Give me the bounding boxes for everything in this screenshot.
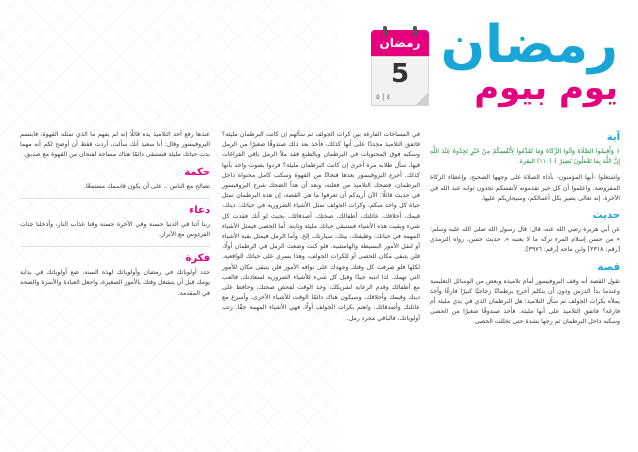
section-title-hadith: حديث <box>592 210 620 222</box>
section-title-dua: دعاء <box>189 204 210 216</box>
calendar-header: رمضان <box>371 30 429 56</box>
aya-explanation: واشتغلوا -أيها المؤمنون- بأداء الصلاة على وجهها الصحيح، وإعطاء الزكاة المفروضة، واعلموا أن كل خير تقدمونه لأنفسكم تجدون ثوابه عند الله في الآخرة. إنه تعالى بصير بكل أعمالكم، وسيجازيكم عليها. <box>430 174 620 202</box>
calendar-ring <box>413 26 417 36</box>
brand-title: رمضان <box>440 15 618 75</box>
hadith-text: عن أبي هريرة رضي الله عنه، قال: قال رسول الله صلى الله عليه وسلم: « من حسن إسلام المرء تركه ما لا يعنيه ». حديث حسن، رواه الترمذي [رقم: ٢٣١٨] وابن ماجه [رقم: ٣٩٧٦]. <box>430 226 620 254</box>
brand-logo <box>440 15 618 113</box>
aya-text: ﴿ وَأَقِيمُوا الصَّلَاةَ وَآتُوا الزَّكَاةَ وَمَا تُقَدِّمُوا لِأَنْفُسِكُمْ مِنْ خَيْرٍ تَجِدُوهُ عِنْدَ اللَّهِ إِنَّ اللَّهَ بِمَا تَعْمَلُونَ بَصِيرٌ ﴾ (١١٠) البقرة. <box>430 148 620 166</box>
middle-column <box>222 130 420 330</box>
right-column <box>430 130 620 334</box>
hikma-text: تصالح مع الناس .. على أن يكون قاسمك مستمعًا. <box>83 182 210 190</box>
calendar-ring <box>383 26 387 36</box>
section-title-fikra: فكرة <box>185 253 210 265</box>
left-column <box>20 130 210 305</box>
calendar-footer: ٤ | ٥ <box>376 93 391 101</box>
calendar-body <box>371 56 429 106</box>
calendar-icon <box>371 30 429 106</box>
page-curl <box>416 93 428 105</box>
section-title-aya: آية <box>606 132 620 143</box>
divider <box>20 198 210 199</box>
dua-text: ربنا آتنا في الدنيا حسنة وفي الآخرة حسنة وقنا عذاب النار، وأدخلنا جنات الفردوس مع الأبرار. <box>20 220 210 239</box>
section-title-hikma: حكمة <box>184 166 210 178</box>
divider <box>20 246 210 247</box>
story-ending-text: عندها رفع أحد التلاميذ يده قائلًا إنه لم يفهم ما الذي تمثله القهوة، فابتسم البروفيسور وقال: أنا سعيد أنك سألت، أردت فقط أن أوضح لكم أنه مهما بدت حياتك مليئة فستبقى دائمًا هناك مساحة لفنجان من القهوة مع صديق. <box>20 131 210 159</box>
brand-subtitle: يوم بيوم <box>474 68 618 108</box>
fikra-text: حدد أولوياتك في رمضان وأولوياتك لهذه السنة، ضع أولوياتك في بداية يومك قبل أن ينشغل وقتك بالأمور الصغيرة، واجعل العبادة والأسرة والصحة في المقدمة. <box>20 269 210 297</box>
story-continued-text: في المساحات الفارغة بين كرات الجولف ثم سألهم إن كانت البرطمان مليئة؟ فاتفق التلاميذ مجددًا على أنها كذلك، فأخذ بعد ذلك صندوقًا صغيرًا من الرمل وسكبه فوق المحتويات في البرطمان وبالطبع فقد ملأ الرمل باقي الفراغات فيها، سأل طلابه مرة أخرى إن كانت البرطمان مليئة؟ فردوا بصوت واحد بأنها كذلك. أخرج البروفيسور بعدها فنجانًا من القهوة وسكب كامل محتواه داخل البرطمان، فضحك التلاميذ من فعلته، وبعد أن هدأ الضحك شرح البروفيسور في حديث قائلًا: الآن أريدكم أن تعرفوا ما هي القصة، إن هذه البرطمان تمثل حياة كل واحد منكم، وكرات الجولف تمثل الأشياء الضرورية في حياتك: دينك، قيمك، أخلاقك، عائلتك، أطفالك، صحتك، أصدقائك، بحيث لو أنك فقدت كل شيء وبقيت هذه الأشياء فستبقى حياتك مليئة وثابتة. أما الحصى فيمثل الأشياء المهمة في حياتك: وظيفتك، بيتك، سيارتك، إلخ. وأما الرمل فيمثل بقية الأشياء أو لنقل الأمور البسيطة والهامشية. فلو كنت وضعت الرمل في الرطمان أولًا، فلن يتبقى مكان للحصى أو للكرات الجولف، وهذا يسري على حياتك الواقعية. لكلها فلو صرفت كل وقتك وجهدك على توافه الأمور فلن يتبقى مكان للأمور التي تهمك. لذا انتبه جيدًا وقبل كل شيء للأشياء الضرورية لسعادتك، فالعب مع أطفالك وقدم الرعاية لشريكك، وخذ الوقت لفحص صحتك، وحافظ على دينك وقيمك وأخلاقك، وسيكون هناك دائمًا الوقت للأشياء الأخرى، وأسرع مع عائلتك وأصدقائك. واهتم بكرات الجولف أولًا، فهي الأشياء المهمة حقًا. رتب أولوياتك، فالباقي مجرد رمل. <box>222 131 420 322</box>
story-text: تقول القصة أنه وقف البروفيسور أمام تلاميذه وبعض من الوسائل التعليمية وعندما بدأ الدرس ودون أن يتكلم أخرج برطمانًا زجاجيًا كبيرًا فارغًا وأخذ يملأه بكرات الجولف ثم سأل التلاميذ: هل البرطمان الذي في يدي مليئة أم فارغة؟ فاتفق التلاميذ على أنها مليئة. فأخذ صندوقًا صغيرًا من الحصى وسكبه داخل البرطمان ثم رجها بشدة حتى تخللت الحصى <box>430 277 620 326</box>
calendar-day: 5 <box>390 59 410 89</box>
section-title-story: قصة <box>597 261 620 273</box>
